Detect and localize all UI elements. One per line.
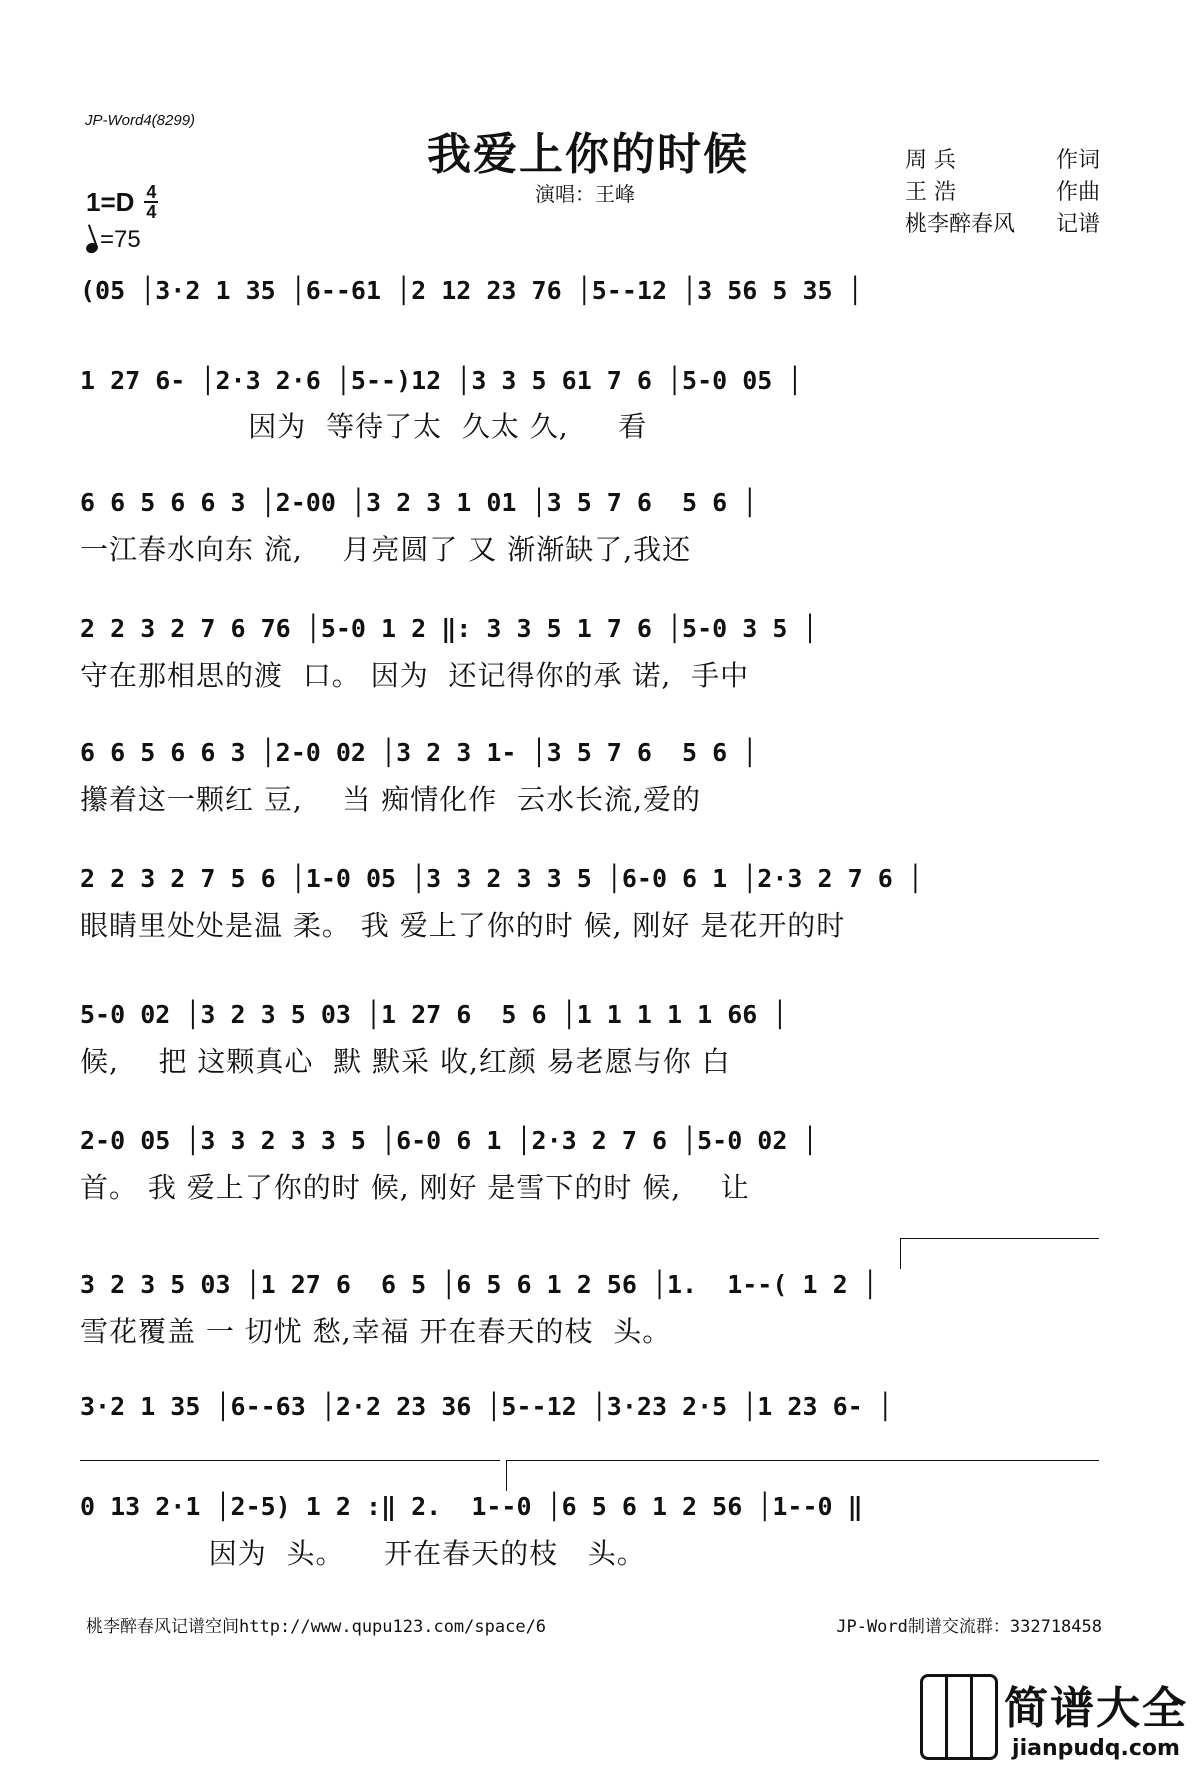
lyric-row: 候, 把 这颗真心 默 默采 收,红颜 易老愿与你 白 bbox=[80, 1045, 731, 1078]
lyric-row: 首。 我 爱上了你的时 候, 刚好 是雪下的时 候, 让 bbox=[80, 1171, 750, 1204]
piano-keys-icon bbox=[920, 1674, 998, 1760]
credit-lyricist: 周 兵 作词 bbox=[905, 148, 1100, 173]
footer-group: JP-Word制谱交流群：332718458 bbox=[836, 1617, 1102, 1637]
brand-logo bbox=[920, 1672, 1188, 1761]
lyric-row: 雪花覆盖 一 切忧 愁,幸福 开在春天的枝 头。 bbox=[80, 1315, 672, 1348]
notation-row: 2-0 05 │3 3 2 3 3 5 │6-0 6 1 │2·3 2 7 6 │5-0 02 │ bbox=[80, 1126, 818, 1155]
notation-row: 6 6 5 6 6 3 │2-00 │3 2 3 1 01 │3 5 7 6 5 6 │ bbox=[80, 488, 758, 517]
quarter-note-icon bbox=[85, 241, 100, 255]
lyric-row: 因为 头。 开在春天的枝 头。 bbox=[80, 1537, 646, 1570]
software-version: JP-Word4(8299) bbox=[85, 112, 196, 129]
credits bbox=[905, 145, 1100, 241]
notation-row: 2 2 3 2 7 6 76 │5-0 1 2 ‖: 3 3 5 1 7 6 │5-0 3 5 │ bbox=[80, 614, 818, 643]
notation-row: (05 │3·2 1 35 │6--61 │2 12 23 76 │5--12 │3 56 5 35 │ bbox=[80, 276, 863, 305]
lyric-row: 攥着这一颗红 豆, 当 痴情化作 云水长流,爱的 bbox=[80, 783, 702, 816]
notation-row: 3 2 3 5 03 │1 27 6 6 5 │6 5 6 1 2 56 │1. 1--( 1 2 │ bbox=[80, 1270, 878, 1299]
time-signature: $\frac{4}{4}$ bbox=[146, 182, 157, 222]
notation-row: 3·2 1 35 │6--63 │2·2 23 36 │5--12 │3·23 2·5 │1 23 6- │ bbox=[80, 1392, 893, 1421]
notation-row: 2 2 3 2 7 5 6 │1-0 05 │3 3 2 3 3 5 │6-0 6 1 │2·3 2 7 6 │ bbox=[80, 864, 923, 893]
footer-source: 桃李醉春风记谱空间http://www.qupu123.com/space/6 bbox=[86, 1617, 547, 1637]
lyric-row: 守在那相思的渡 口。 因为 还记得你的承 诺, 手中 bbox=[80, 659, 750, 692]
lyric-row: 一江春水向东 流, 月亮圆了 又 渐渐缺了,我还 bbox=[80, 533, 692, 566]
brand-name: 简谱大全 bbox=[1004, 1683, 1188, 1734]
first-ending-bracket bbox=[900, 1238, 1099, 1269]
first-ending-bracket-continued bbox=[80, 1460, 500, 1491]
tempo-mark: =75 bbox=[86, 226, 141, 254]
credit-composer: 王 浩 作曲 bbox=[905, 180, 1100, 205]
notation-row: 5-0 02 │3 2 3 5 03 │1 27 6 5 6 │1 1 1 1 1 66 │ bbox=[80, 1000, 788, 1029]
singer: 演唱：王峰 bbox=[535, 182, 635, 206]
notation-row: 1 27 6- │2·3 2·6 │5--)12 │3 3 5 61 7 6 │5-0 05 │ bbox=[80, 366, 803, 395]
notation-row: 6 6 5 6 6 3 │2-0 02 │3 2 3 1- │3 5 7 6 5 6 │ bbox=[80, 738, 758, 767]
key-signature: 1=D $\frac{4}{4}$ bbox=[86, 182, 157, 222]
second-ending-bracket bbox=[506, 1460, 1099, 1491]
lyric-row: 眼睛里处处是温 柔。 我 爱上了你的时 候, 刚好 是花开的时 bbox=[80, 909, 846, 942]
notation-row: 0 13 2·1 │2-5) 1 2 :‖ 2. 1--0 │6 5 6 1 2 56 │1--0 ‖ bbox=[80, 1492, 863, 1521]
credit-transcriber: 桃李醉春风 记谱 bbox=[905, 212, 1100, 237]
brand-domain: jianpudq.com bbox=[1012, 1736, 1180, 1761]
lyric-row: 因为 等待了太 久太 久, 看 bbox=[80, 410, 648, 443]
song-title: 我爱上你的时候 bbox=[427, 129, 749, 180]
